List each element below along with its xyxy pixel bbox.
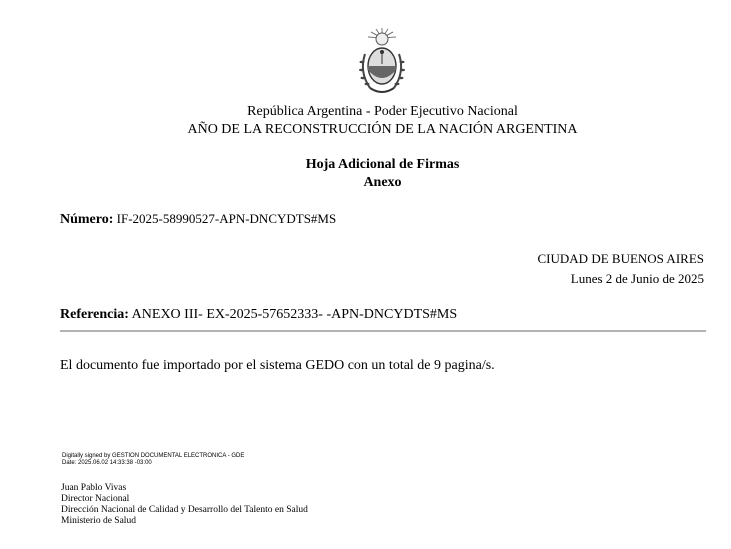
divider bbox=[60, 330, 706, 332]
digital-signature-date: Date: 2025.06.02 14:33:38 -03:00 bbox=[62, 460, 152, 466]
reference bbox=[60, 306, 457, 323]
reference-label: Referencia: bbox=[60, 307, 129, 322]
header-line-1: República Argentina - Poder Ejecutivo Nacional bbox=[247, 104, 518, 119]
document-number-value: IF-2025-58990527-APN-DNCYDTS#MS bbox=[116, 211, 337, 226]
signer-block bbox=[61, 483, 308, 527]
signer-office: Dirección Nacional de Calidad y Desarrollo del Talento en Salud bbox=[61, 505, 308, 515]
digital-signature-signed-by: Digitally signed by GESTION DOCUMENTAL ELECTRONICA - GDE bbox=[62, 453, 245, 459]
date: Lunes 2 de Junio de 2025 bbox=[570, 271, 704, 286]
signer-ministry: Ministerio de Salud bbox=[61, 516, 136, 526]
document-number bbox=[60, 211, 336, 228]
signer-name: Juan Pablo Vivas bbox=[61, 483, 127, 493]
city: CIUDAD DE BUENOS AIRES bbox=[537, 251, 704, 266]
digital-signature-stamp bbox=[62, 453, 244, 467]
body-text: El documento fue importado por el sistema GEDO con un total de 9 pagina/s. bbox=[60, 358, 495, 373]
header-line-2: AÑO DE LA RECONSTRUCCIÓN DE LA NACIÓN ARGENTINA bbox=[187, 122, 578, 137]
document-number-label: Número: bbox=[60, 212, 114, 227]
document-subtitle: Anexo bbox=[363, 175, 402, 190]
reference-value: ANEXO III- EX-2025-57652333- -APN-DNCYDTS#MS bbox=[131, 307, 458, 322]
coat-of-arms-icon bbox=[356, 26, 408, 104]
document-title: Hoja Adicional de Firmas bbox=[305, 157, 460, 172]
signer-role: Director Nacional bbox=[61, 494, 130, 504]
